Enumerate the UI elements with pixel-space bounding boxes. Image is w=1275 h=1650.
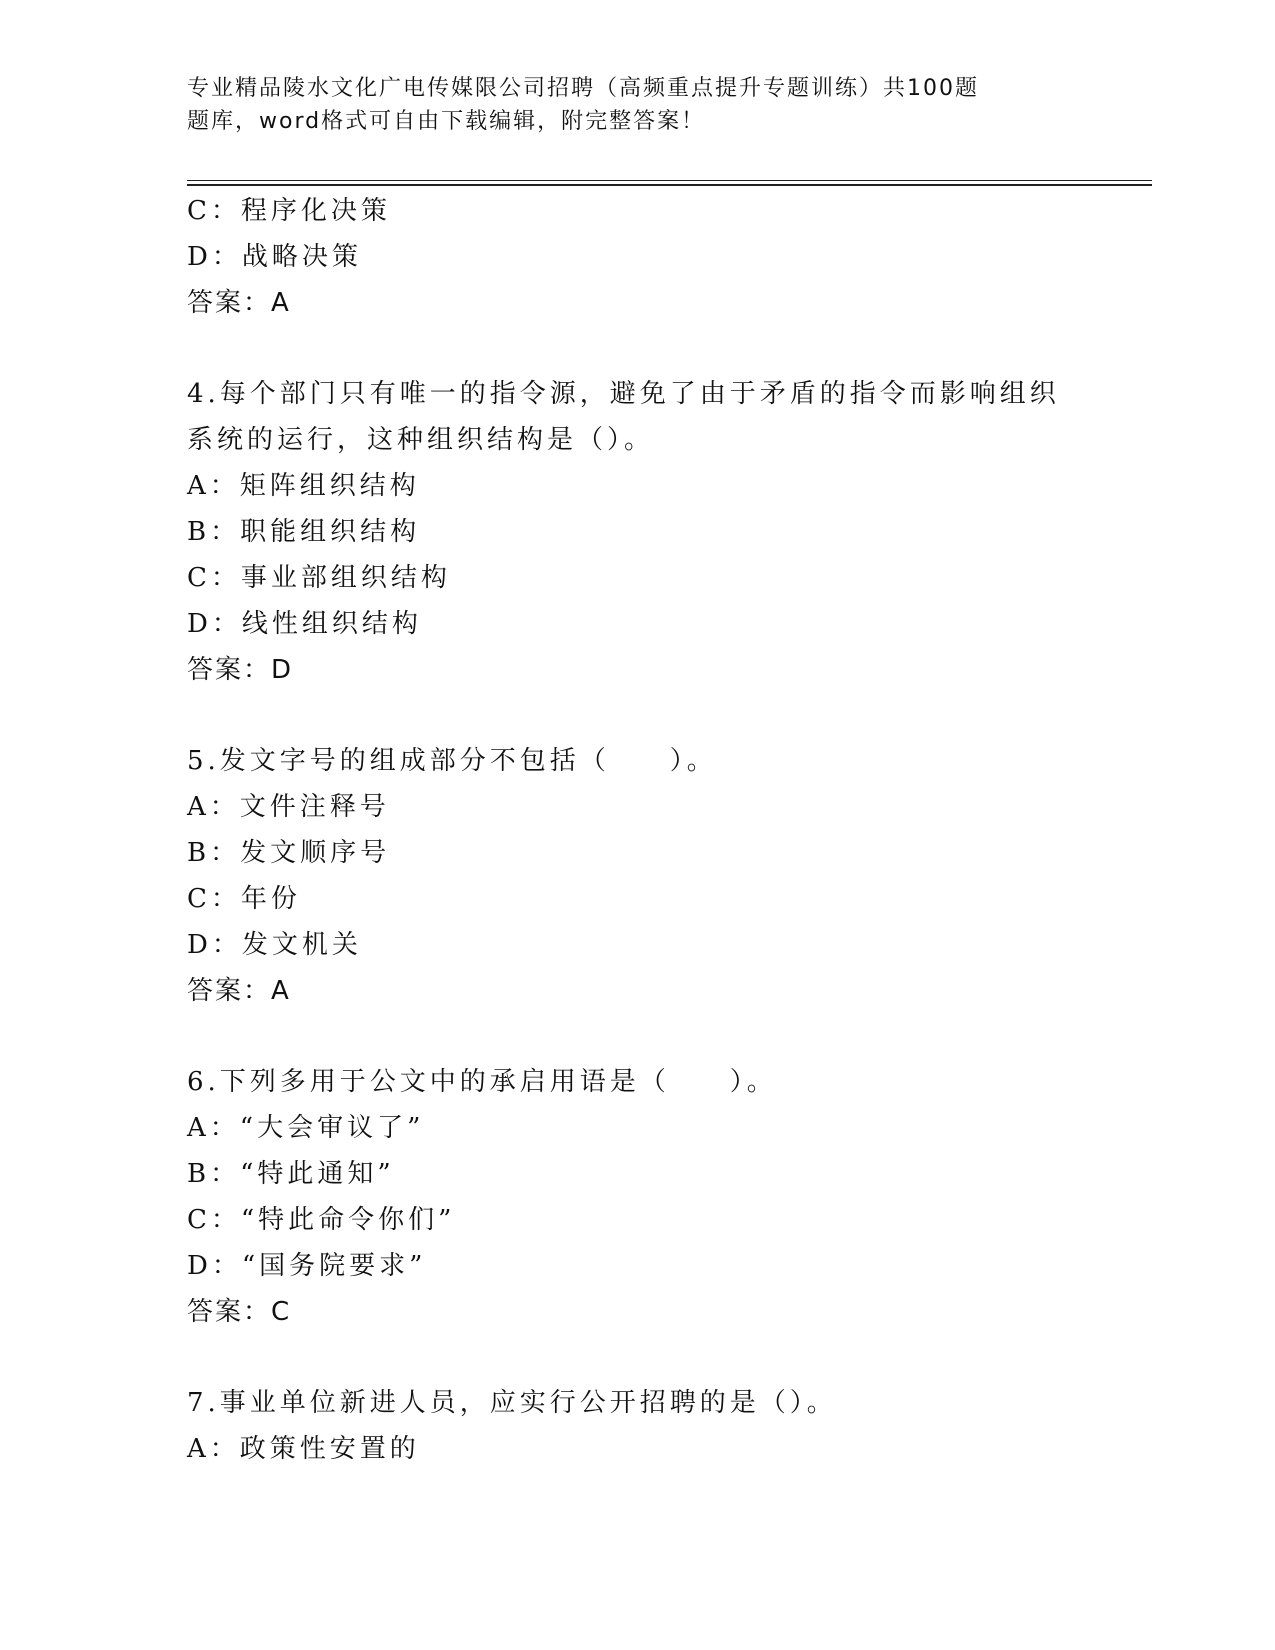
option-a: A：矩阵组织结构 (187, 471, 420, 501)
option-a: A：政策性安置的 (187, 1434, 420, 1464)
question-block-3 (187, 188, 1152, 326)
page-header (187, 72, 1027, 138)
answer-line: 答案：A (187, 288, 291, 318)
answer-line: 答案：D (187, 655, 294, 685)
question-title: 7.事业单位新进人员，应实行公开招聘的是（）。 (187, 1388, 837, 1418)
option-d: D：线性组织结构 (187, 609, 422, 639)
option-c: C：程序化决策 (187, 196, 391, 226)
question-block-4 (187, 371, 1152, 693)
spacer (187, 1014, 1152, 1059)
question-title: 6.下列多用于公文中的承启用语是（ ）。 (187, 1067, 777, 1097)
option-a: A：文件注释号 (187, 792, 390, 822)
header-title-line-2: 题库，word格式可自由下载编辑，附完整答案！ (187, 109, 706, 134)
option-c: C：年份 (187, 884, 301, 914)
option-b: B：“特此通知” (187, 1159, 395, 1189)
spacer (187, 1335, 1152, 1380)
answer-line: 答案：C (187, 1297, 292, 1327)
header-divider (187, 180, 1152, 181)
header-divider-thick (187, 184, 1152, 186)
answer-line: 答案：A (187, 976, 291, 1006)
question-title: 4.每个部门只有唯一的指令源，避免了由于矛盾的指令而影响组织系统的运行，这种组织结构是（）。 (187, 379, 1060, 455)
option-c: C：“特此命令你们” (187, 1205, 456, 1235)
spacer (187, 326, 1152, 371)
option-a: A：“大会审议了” (187, 1113, 425, 1143)
spacer (187, 693, 1152, 738)
header-title-line-1: 专业精品陵水文化广电传媒限公司招聘（高频重点提升专题训练）共100题 (187, 76, 979, 101)
document-body (187, 188, 1152, 1472)
option-b: B：职能组织结构 (187, 517, 421, 547)
option-d: D：发文机关 (187, 930, 362, 960)
question-block-5 (187, 738, 1152, 1014)
option-d: D：战略决策 (187, 242, 362, 272)
question-title: 5.发文字号的组成部分不包括（ ）。 (187, 746, 717, 776)
option-b: B：发文顺序号 (187, 838, 391, 868)
question-block-7 (187, 1380, 1152, 1472)
option-d: D：“国务院要求” (187, 1251, 427, 1281)
question-block-6 (187, 1059, 1152, 1335)
option-c: C：事业部组织结构 (187, 563, 451, 593)
